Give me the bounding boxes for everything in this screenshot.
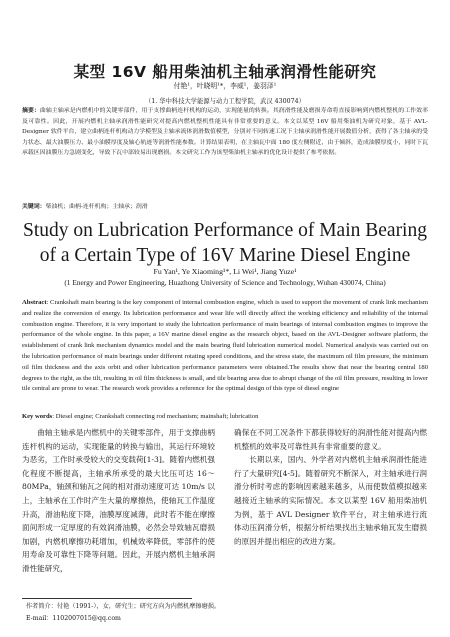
english-title-line-2: of a Certain Type of 16V Marine Diesel Engine [39, 245, 411, 266]
chinese-authors: 付艳¹，叶晓明¹*，李威¹，姜羽泽¹ [173, 82, 277, 90]
english-abstract-label: Abstract [22, 299, 47, 306]
body-paragraph: 长期以来，国内、外学者对内燃机主轴承润滑性能进行了大量研究[4-5]。随着研究不断深入，对主轴承进行润滑分析时考虑的影响因素越来越多，从而使数值模拟越来越接近主轴承的实际情况。本文以某型 16V 船用柴油机为例，基于 AVL Designer 软件平台，对主轴承进行流体动压润滑分析，根据分析结果找出主轴承轴瓦发生磨损的原因并提出相应的改进方案。 [234, 455, 427, 546]
chinese-affiliation: （1. 华中科技大学能源与动力工程学院，武汉 430074） [145, 98, 305, 105]
footnote-divider [22, 598, 192, 599]
chinese-abstract-text: 曲轴主轴承是内燃机中的关键零部件，用于支撑曲柄连杆机构的运动，实现能量的转换。其润滑性能及磨损寿命将直接影响到内燃机整机的工作效率及可靠性。因此，开展内燃机主轴承润滑性能研究对提高内燃机整机性能具有非常重要的意义。本文以某型 16V 船用柴油机为研究对象，基于 AVL-Designer 软件平台，建立曲柄连杆机构动力学模型及主轴承流体润滑数值模型，分别对不同转速工况下主轴承润滑性能开展数值分析，获得了各主轴承的受力状态、最大油膜压力、最小油膜厚度及轴心轨迹等润滑性能参数。计算结果表明，在主轴瓦中面 180 度左侧附近，由于倾斜，造成油膜厚度小，同时下瓦承载区因油膜压力急剧变化，导致下瓦中部较易出现磨损。本文研究工作为该型柴油机主轴承的优化设计提供了参考依据。 [22, 108, 429, 157]
english-keywords-label: Key words [22, 413, 53, 420]
body-paragraph: 确保在不同工况条件下都获得较好的润滑性能对提高内燃机整机的效率及可靠性具有非常重要的意义。 [234, 428, 427, 451]
body-paragraph: 曲轴主轴承是内燃机中的关键零部件，用于支撑曲柄连杆机构的运动，实现能量的转换与输出，其运行环境较为恶劣，工作时承受较大的交变载荷[1-3]。随着内燃机强化程度不断提高，主轴承所承受的最大比压可达 16～80MPa，轴颈和轴瓦之间的相对滑动速度可达 10m/s 以上，主轴承在工作时产生大量的摩擦热，使轴瓦工作温度升高，滑油粘度下降，油膜厚度减薄，此时若不能在摩擦面间形成一定厚度的有效润滑油膜，必然会导致轴瓦磨损加剧，内燃机摩擦功耗增加，机械效率降低，零部件的使用寿命及可靠性下降等问题。因此，开展内燃机主轴承润滑性能研究， [22, 428, 215, 573]
english-title [0, 218, 450, 268]
chinese-keywords-label: 关键词： [22, 203, 46, 210]
english-authors: Fu Yan¹, Ye Xiaoming¹*, Li Wei¹, Jiang Yuze¹ [153, 267, 297, 276]
english-title-line-1: Study on Lubrication Performance of Main Bearing [23, 220, 427, 241]
english-abstract-text: : Crankshaft main bearing is the key component of internal combustion engine, which is used to support the movement of crank link mechanism and realize the conversion of energy. Its lubrication performance and wear life will directly affect the working efficiency and reliability of the internal combustion engine. Therefore, it is very important to study the lubrication performance of main bearings of internal combustion engines to improve the performance of the whole engine. In this paper, a 16V marine diesel engine as the research object, based on the AVL-Designer software platform, the establishment of crank link mechanism dynamics model and the main bearing fluid lubrication numerical model. Numerical analysis was carried out on the lubrication performance of main bearings under different rotating speed conditions, and the stress state, the maximum oil film pressure, the minimum oil film thickness and the axis orbit and other lubrication performance parameters were obtained.The results show that near the bearing central 180 degrees to the right, as the tilt, resulting in oil film thickness is small, and tile bearing area due to abrupt change of the oil film pressure, resulting in lower tile central are prone to wear. The research work provides a reference for the optimal design of this type of diesel engine [22, 299, 428, 393]
body-left-column [22, 426, 215, 576]
english-keywords-text: : Diesel engine; Crankshaft connecting rod mechanism; mainshaft; lubrication [52, 413, 259, 420]
chinese-keywords [22, 202, 428, 212]
chinese-title: 某型 16V 船用柴油机主轴承润滑性能研究 [73, 63, 377, 81]
footnote-author-bio: 作者简介：付艳（1991-），女，研究生；研究方向为内燃机摩擦磨损。 [26, 603, 221, 610]
chinese-abstract [22, 106, 428, 159]
footnote-email: E-mail：1102007015@qq.com [26, 615, 121, 622]
english-keywords [22, 412, 428, 422]
english-abstract [22, 298, 428, 395]
footnote [26, 601, 426, 625]
chinese-keywords-text: 柴油机；曲柄-连杆机构；主轴承；润滑 [45, 204, 148, 210]
chinese-abstract-label: 摘要： [22, 107, 40, 114]
english-affiliation: (1 Energy and Power Engineering, Huazhong University of Science and Technology, Wuhan 430074, China) [64, 278, 386, 287]
body-right-column [234, 426, 427, 548]
